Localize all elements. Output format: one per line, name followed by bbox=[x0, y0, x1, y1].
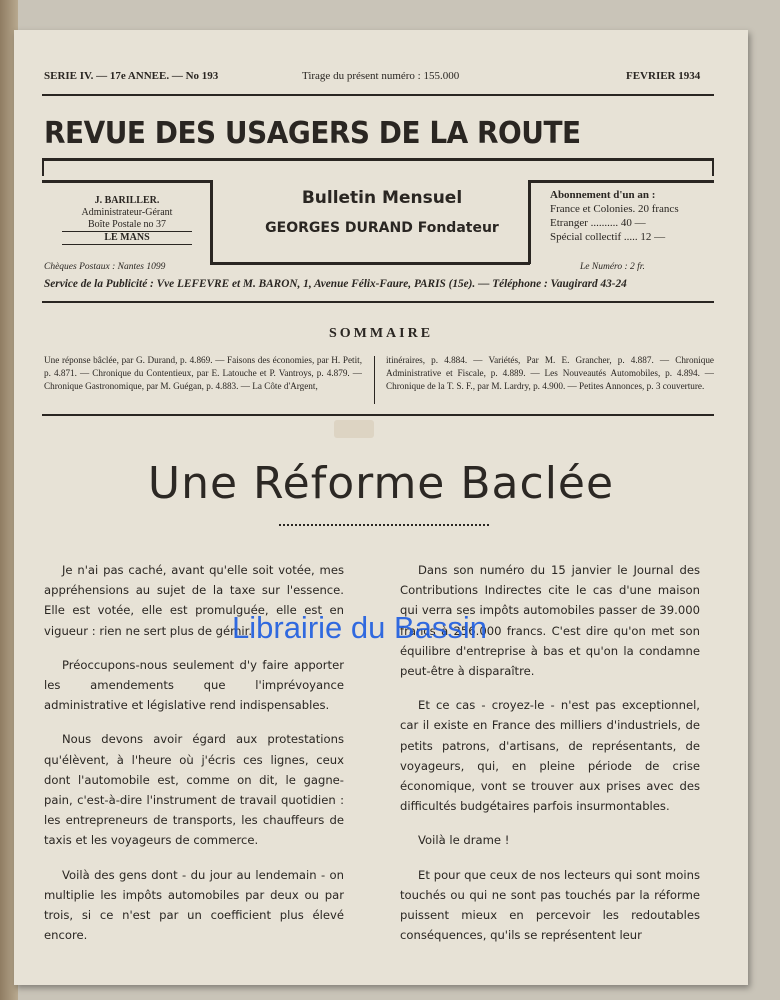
publicite-line: Service de la Publicité : Vve LEFEVRE et M. BARON, 1, Avenue Félix-Faure, PARIS (15e). — Téléphone : Vaugirard 43-24 bbox=[44, 278, 627, 290]
paragraph: Je n'ai pas caché, avant qu'elle soit votée, mes appréhensions au sujet de la taxe sur l'essence. Elle est votée, elle est promulguée, elle est en vigueur : rien ne sert plus de gémir. bbox=[44, 563, 344, 638]
bulletin-line: Bulletin Mensuel bbox=[301, 188, 463, 208]
issue-serie: SERIE IV. — 17e ANNEE. — No 193 bbox=[44, 70, 219, 82]
publisher-city: LE MANS bbox=[62, 231, 192, 245]
paragraph: Préoccupons-nous seulement d'y faire apporter les amendements que l'imprévoyance administrative et législative rend indispensables. bbox=[44, 657, 344, 713]
magazine-page bbox=[14, 30, 748, 985]
frame-bottom bbox=[210, 262, 530, 265]
sommaire-bottom-rule bbox=[42, 414, 714, 416]
masthead-rule-right-tick bbox=[712, 158, 714, 176]
publisher-postbox: Boîte Postale no 37 bbox=[87, 219, 167, 230]
subscription-row: Etranger .......... 40 — bbox=[550, 217, 646, 229]
header-bottom-rule bbox=[42, 301, 714, 303]
frame-right-top bbox=[528, 180, 714, 183]
publisher-name: J. BARILLER. bbox=[94, 195, 160, 206]
bookseller-watermark: Librairie du Bassin bbox=[232, 610, 488, 645]
founder-line: GEORGES DURAND Fondateur bbox=[265, 220, 499, 236]
subscription-row: France et Colonies. 20 francs bbox=[550, 203, 679, 215]
paragraph: Voilà le drame ! bbox=[418, 833, 510, 848]
masthead-rule bbox=[42, 158, 714, 161]
article-headline: Une Réforme Baclée bbox=[147, 458, 615, 509]
paragraph: Dans son numéro du 15 janvier le Journal des Contributions Indirectes cite le cas d'une maison qui verra ses impôts automobiles passer de 39.000 francs à 256.000 francs. C'est dire qu'on met son équilibre d'entreprise à bas et qu'on la condamne peut-être à disparaître. bbox=[400, 563, 700, 679]
masthead-rule-left-tick bbox=[42, 158, 44, 176]
subscription-row: Spécial collectif ..... 12 — bbox=[550, 231, 666, 243]
paragraph: Nous devons avoir égard aux protestations qu'élèvent, à l'heure où j'écris ces lignes, ceux dont l'automobile est, comme on dit, le gagne-pain, c'est-à-dire l'instrument de travail quotidien : les entrepreneurs de transports, les chauffeurs de taxis et les voyageurs de commerce. bbox=[44, 732, 344, 848]
paper-stain bbox=[334, 420, 374, 438]
subscription-box bbox=[550, 188, 734, 244]
paragraph: Et pour que ceux de nos lecteurs qui sont moins touchés ou qui ne sont pas touchés par la réforme puissent mieux en percevoir les redoutables conséquences, qu'ils se représentent leur bbox=[400, 867, 700, 943]
frame-right-side bbox=[528, 180, 531, 264]
sommaire-left: Une réponse bâclée, par G. Durand, p. 4.869. — Faisons des économies, par H. Petit, p. 4.871. — Chronique du Contentieux, par E. Latouche et P. Vantroys, p. 4.879. — Chronique Gastronomique, par M. Guégan, p. 4.883. — La Côte d'Argent, bbox=[44, 355, 362, 391]
top-rule bbox=[42, 94, 714, 96]
sommaire-title: SOMMAIRE bbox=[328, 326, 434, 341]
masthead-title: REVUE DES USAGERS DE LA ROUTE bbox=[44, 116, 581, 151]
numero-price: Le Numéro : 2 fr. bbox=[580, 262, 645, 272]
frame-left-side bbox=[210, 180, 213, 264]
issue-tirage: Tirage du présent numéro : 155.000 bbox=[302, 70, 460, 82]
publisher-role: Administrateur-Gérant bbox=[81, 207, 173, 218]
cheques-postaux: Chèques Postaux : Nantes 1099 bbox=[44, 262, 166, 272]
paragraph: Voilà des gens dont - du jour au lendemain - on multiplie les impôts automobiles par deux ou par trois, si ce n'est par un coefficient plus élevé encore. bbox=[44, 867, 344, 943]
sommaire-divider bbox=[374, 356, 375, 404]
publisher-box bbox=[52, 195, 202, 245]
subscription-title: Abonnement d'un an : bbox=[550, 189, 656, 201]
sommaire-right: itinéraires, p. 4.884. — Variétés, Par M. E. Grancher, p. 4.887. — Chronique Administrative et Fiscale, p. 4.889. — Les Nouveautés Automobiles, p. 4.894. — Chronique de la T. S. F., par M. Lardry, p. 4.900. — Petites Annonces, p. 3 couverture. bbox=[386, 355, 714, 391]
issue-date: FEVRIER 1934 bbox=[626, 70, 701, 82]
bulletin-box bbox=[242, 188, 522, 236]
paragraph: Et ce cas - croyez-le - n'est pas exceptionnel, car il existe en France des milliers d'industriels, de petits patrons, d'artisans, de représentants, de voyageurs, qui, en pleine période de crise économique, vont se trouver aux prises avec des difficultés budgétaires parfois insurmontables. bbox=[400, 698, 700, 814]
frame-left-top bbox=[42, 180, 212, 183]
headline-dotted-rule bbox=[279, 524, 489, 526]
